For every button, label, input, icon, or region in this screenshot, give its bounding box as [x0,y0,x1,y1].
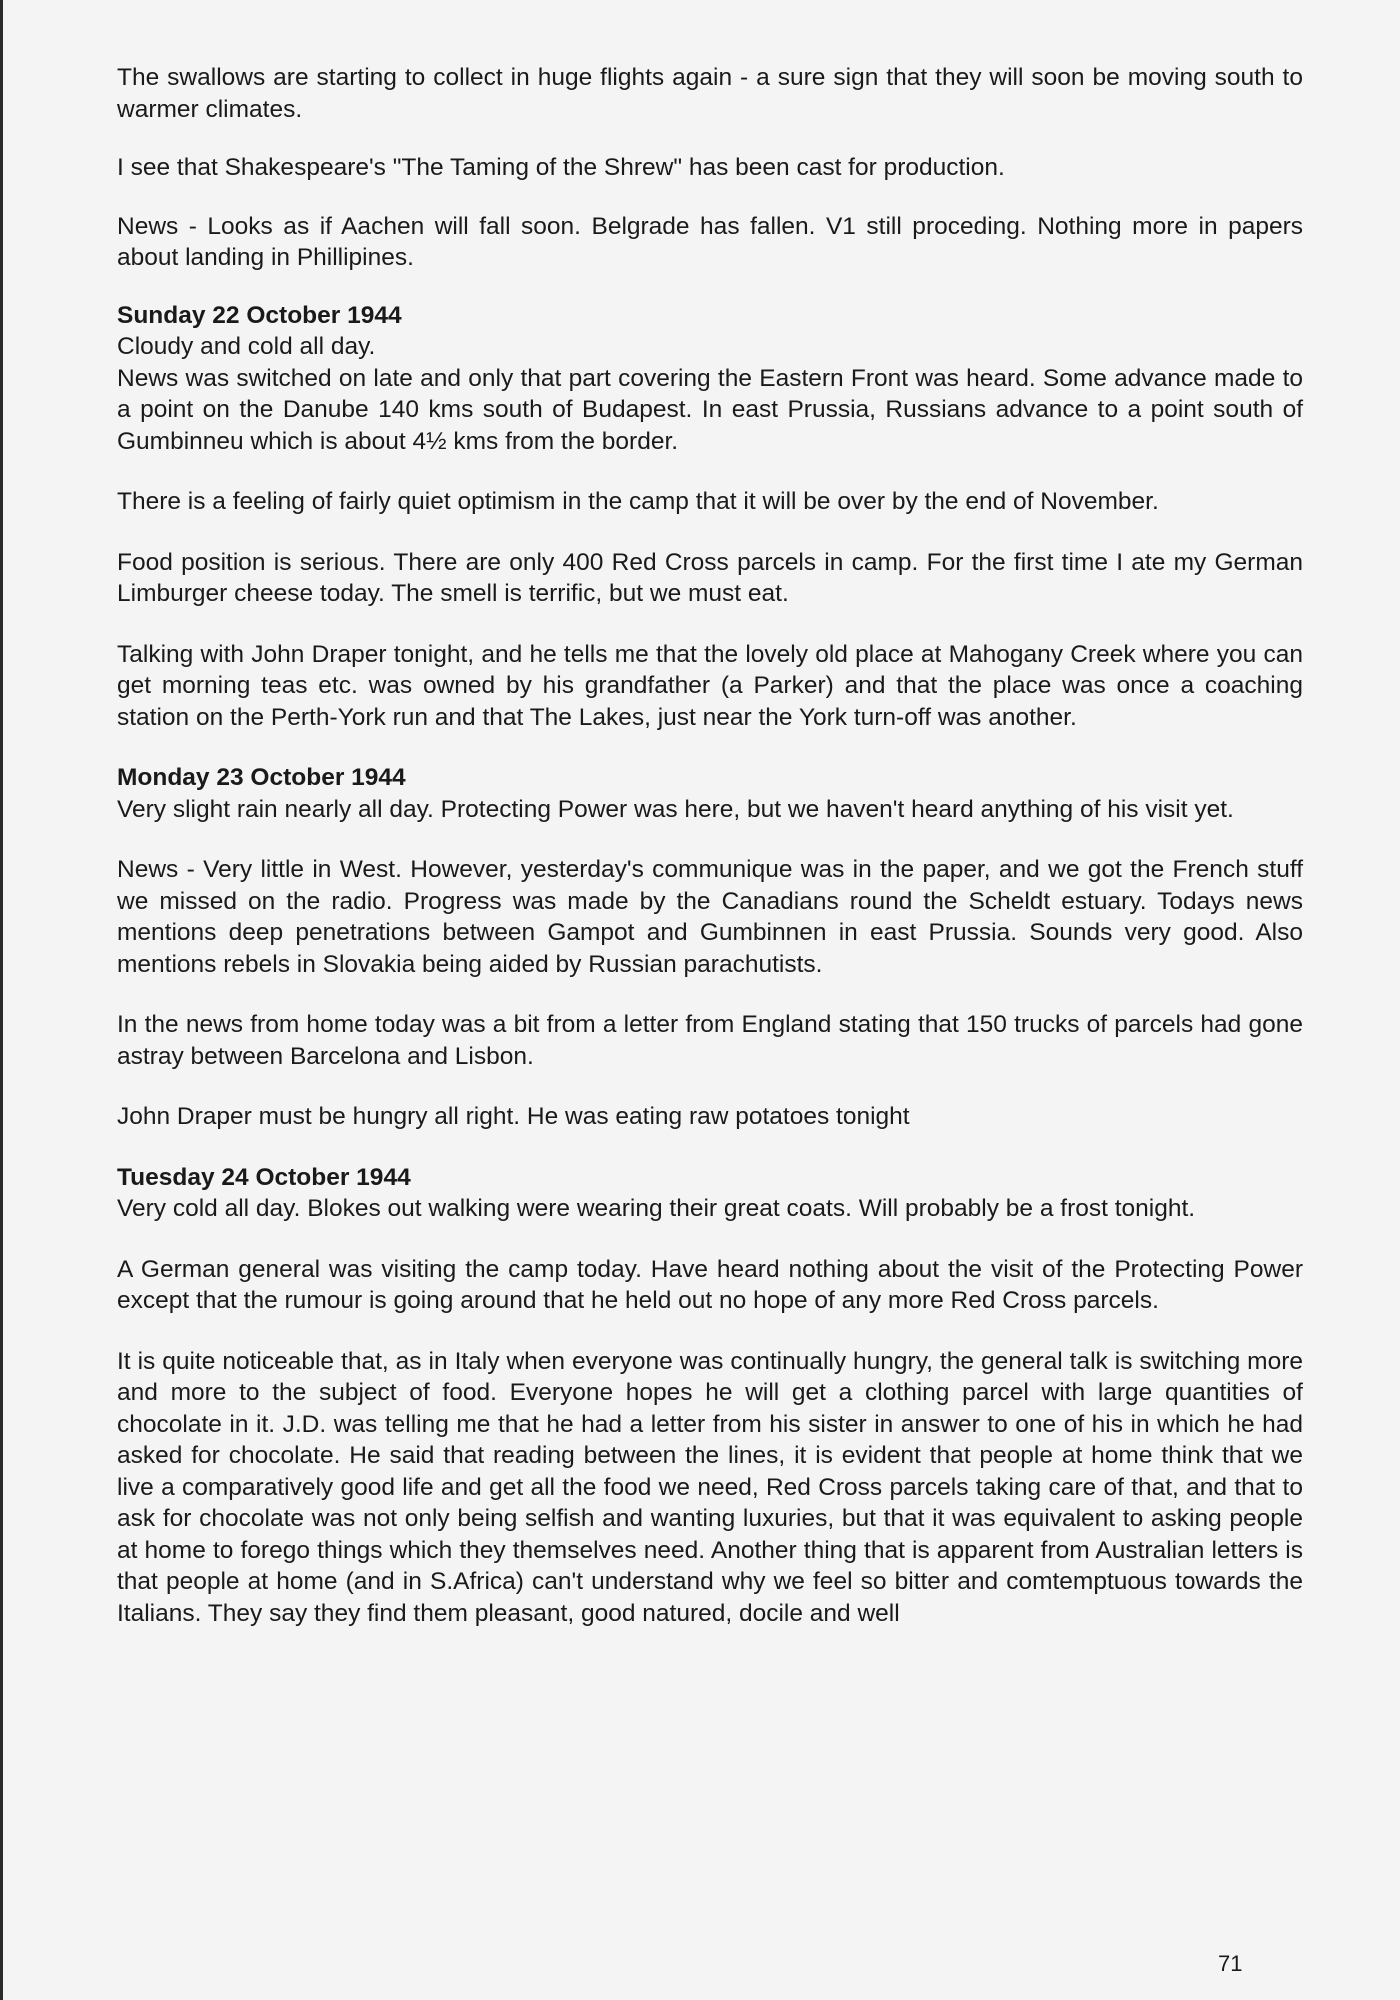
entry-date: Tuesday 24 October 1944 [117,1163,411,1191]
entry-paragraph: News - Very little in West. However, yesterday's communique was in the paper, and we got the French stuff we missed on the radio. Progress was made by the Canadians round the Scheldt estuary. Todays news mentions deep penetrations between Gampot and Gumbinnen in east Prussia. Sounds very good. Also mentions rebels in Slovakia being aided by Russian parachutists. [117,856,1303,978]
intro-paragraph: The swallows are starting to collect in huge flights again - a sure sign that they will soon be moving south to warmer climates. [117,64,1303,123]
page-edge [0,0,3,2000]
entry-paragraph: A German general was visiting the camp today. Have heard nothing about the visit of the Protecting Power except that the rumour is going around that he held out no hope of any more Red Cross parcels. [117,1255,1303,1314]
entry-paragraph: In the news from home today was a bit from a letter from England stating that 150 trucks of parcels had gone astray between Barcelona and Lisbon. [117,1011,1303,1070]
entry-paragraph: News was switched on late and only that part covering the Eastern Front was heard. Some advance made to a point on the Danube 140 kms south of Budapest. In east Prussia, Russians advance to a point south of Gumbinneu which is about 4½ kms from the border. [117,364,1303,455]
diary-entry-monday [117,762,1303,1133]
entry-paragraph: There is a feeling of fairly quiet optimism in the camp that it will be over by the end of November. [117,488,1159,515]
entry-date: Monday 23 October 1944 [117,764,406,791]
entry-paragraph: Very slight rain nearly all day. Protecting Power was here, but we haven't heard anything of his visit yet. [117,795,1234,823]
diary-page [117,62,1303,1629]
entry-paragraph: It is quite noticeable that, as in Italy when everyone was continually hungry, the general talk is switching more and more to the subject of food. Everyone hopes he will get a clothing parcel with large quantities of chocolate in it. J.D. was telling me that he had a letter from his sister in answer to one of his in which he had asked for chocolate. He said that reading between the lines, it is evident that people at home think that we live a comparatively good life and get all the food we need, Red Cross parcels taking care of that, and that to ask for chocolate was not only being selfish and wanting luxuries, but that it was equivalent to asking people at home to forego things which they themselves need. Another thing that is apparent from Australian letters is that people at home (and in S.Africa) can't understand why we feel so bitter and comtemptuous towards the Italians. They say they find them pleasant, good natured, docile and well [117,1347,1303,1627]
entry-paragraph: Very cold all day. Blokes out walking were wearing their great coats. Will probably be a frost tonight. [117,1195,1196,1222]
entry-paragraph: John Draper must be hungry all right. He was eating raw potatoes tonight [117,1103,910,1130]
entry-date: Sunday 22 October 1944 [117,301,402,329]
diary-entry-sunday [117,300,1303,734]
entry-paragraph: Food position is serious. There are only 400 Red Cross parcels in camp. For the first time I ate my German Limburger cheese today. The smell is terrific, but we must eat. [117,548,1303,607]
diary-entry-tuesday [117,1162,1303,1630]
intro-paragraph: News - Looks as if Aachen will fall soon. Belgrade has fallen. V1 still proceding. Nothing more in papers about landing in Phillipines. [117,212,1303,271]
intro-paragraph: I see that Shakespeare's "The Taming of the Shrew" has been cast for production. [117,154,1005,181]
entry-paragraph: Cloudy and cold all day. [117,333,376,360]
page-number: 71 [1218,1951,1243,1976]
entry-paragraph: Talking with John Draper tonight, and he tells me that the lovely old place at Mahogany Creek where you can get morning teas etc. was owned by his grandfather (a Parker) and that the place was once a coaching station on the Perth-York run and that The Lakes, just near the York turn-off was another. [117,640,1303,731]
